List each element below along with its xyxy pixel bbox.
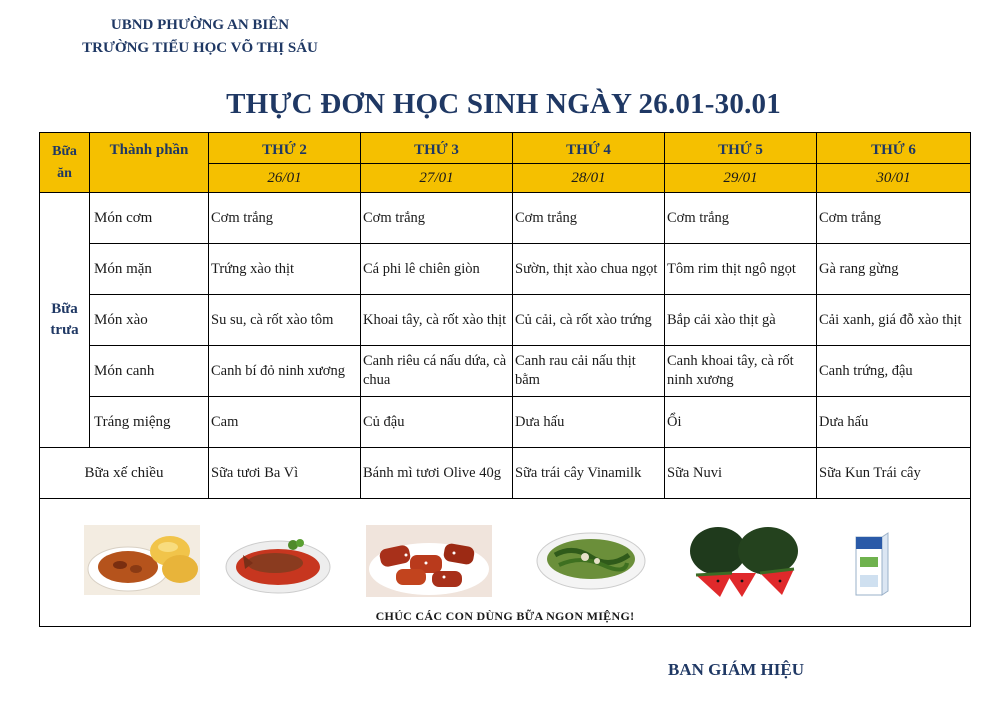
menu-cell: Cải xanh, giá đỗ xào thịt — [817, 295, 971, 346]
table-row — [40, 193, 971, 244]
menu-cell: Canh khoai tây, cà rốt ninh xương — [665, 346, 817, 397]
menu-cell: Tôm rim thịt ngô ngọt — [665, 244, 817, 295]
milk-carton-photo — [850, 531, 892, 599]
lunch-label-bottom: trưa — [50, 322, 79, 338]
signature-label: BAN GIÁM HIỆU — [668, 660, 805, 679]
menu-cell: Canh trứng, đậu — [817, 346, 971, 397]
menu-cell: Gà rang gừng — [817, 244, 971, 295]
menu-cell: Cơm trắng — [513, 193, 665, 244]
menu-cell: Dưa hấu — [513, 397, 665, 448]
menu-cell: Canh riêu cá nấu dứa, cà chua — [361, 346, 513, 397]
vegetable-soup-photo — [533, 525, 649, 593]
table-row — [40, 448, 971, 499]
table-row — [40, 244, 971, 295]
menu-cell: Cơm trắng — [209, 193, 361, 244]
greeting-text: CHÚC CÁC CON DÙNG BỮA NGON MIỆNG! — [375, 609, 635, 623]
header-date-4: 29/01 — [665, 164, 817, 193]
fried-fish-photo — [223, 525, 333, 597]
menu-cell: Sữa Kun Trái cây — [817, 448, 971, 499]
dish-label: Món cơm — [90, 193, 209, 244]
header-date-2: 27/01 — [361, 164, 513, 193]
menu-cell: Trứng xào thịt — [209, 244, 361, 295]
table-row — [40, 397, 971, 448]
menu-cell: Canh rau cải nấu thịt bằm — [513, 346, 665, 397]
header-day-2: THỨ 3 — [361, 133, 513, 164]
dish-label: Món canh — [90, 346, 209, 397]
page-title: THỰC ĐƠN HỌC SINH NGÀY 26.01-30.01 — [226, 88, 781, 120]
menu-cell: Ổi — [665, 397, 817, 448]
menu-cell: Củ đậu — [361, 397, 513, 448]
menu-cell: Sữa trái cây Vinamilk — [513, 448, 665, 499]
header-day-1: THỨ 2 — [209, 133, 361, 164]
menu-cell: Dưa hấu — [817, 397, 971, 448]
menu-cell: Củ cải, cà rốt xào trứng — [513, 295, 665, 346]
dish-label: Món xào — [90, 295, 209, 346]
menu-cell: Cam — [209, 397, 361, 448]
header-date-1: 26/01 — [209, 164, 361, 193]
header-meal-cell — [40, 133, 90, 193]
menu-cell: Cá phi lê chiên giòn — [361, 244, 513, 295]
header-day-3: THỨ 4 — [513, 133, 665, 164]
menu-cell: Sữa Nuvi — [665, 448, 817, 499]
header-date-3: 28/01 — [513, 164, 665, 193]
menu-cell: Khoai tây, cà rốt xào thịt — [361, 295, 513, 346]
menu-cell: Bánh mì tươi Olive 40g — [361, 448, 513, 499]
menu-cell: Cơm trắng — [665, 193, 817, 244]
menu-cell: Sườn, thịt xào chua ngọt — [513, 244, 665, 295]
dish-label: Món mặn — [90, 244, 209, 295]
header-day-5: THỨ 6 — [817, 133, 971, 164]
menu-cell: Canh bí đỏ ninh xương — [209, 346, 361, 397]
header-meal-top: Bữa — [52, 143, 77, 159]
table-row — [40, 346, 971, 397]
header-day-4: THỨ 5 — [665, 133, 817, 164]
menu-cell: Cơm trắng — [817, 193, 971, 244]
dish-label: Tráng miệng — [90, 397, 209, 448]
org-line-2: TRƯỜNG TIỂU HỌC VÕ THỊ SÁU — [82, 40, 318, 56]
lunch-label-top: Bữa — [51, 301, 78, 317]
menu-cell: Su su, cà rốt xào tôm — [209, 295, 361, 346]
header-meal-bottom: ăn — [57, 165, 72, 181]
snack-label: Bữa xế chiều — [40, 448, 209, 499]
org-line-1: UBND PHƯỜNG AN BIÊN — [110, 17, 290, 33]
menu-cell: Sữa tươi Ba Vì — [209, 448, 361, 499]
curry-bread-photo — [84, 525, 200, 595]
photo-strip — [40, 499, 971, 627]
menu-cell: Bắp cải xào thịt gà — [665, 295, 817, 346]
watermelon-photo — [686, 523, 802, 599]
menu-cell: Cơm trắng — [361, 193, 513, 244]
lunch-label-cell — [40, 193, 90, 448]
header-component: Thành phần — [90, 133, 209, 193]
sweet-sour-ribs-photo — [366, 525, 492, 597]
table-row — [40, 295, 971, 346]
header-date-5: 30/01 — [817, 164, 971, 193]
menu-table — [39, 132, 971, 627]
